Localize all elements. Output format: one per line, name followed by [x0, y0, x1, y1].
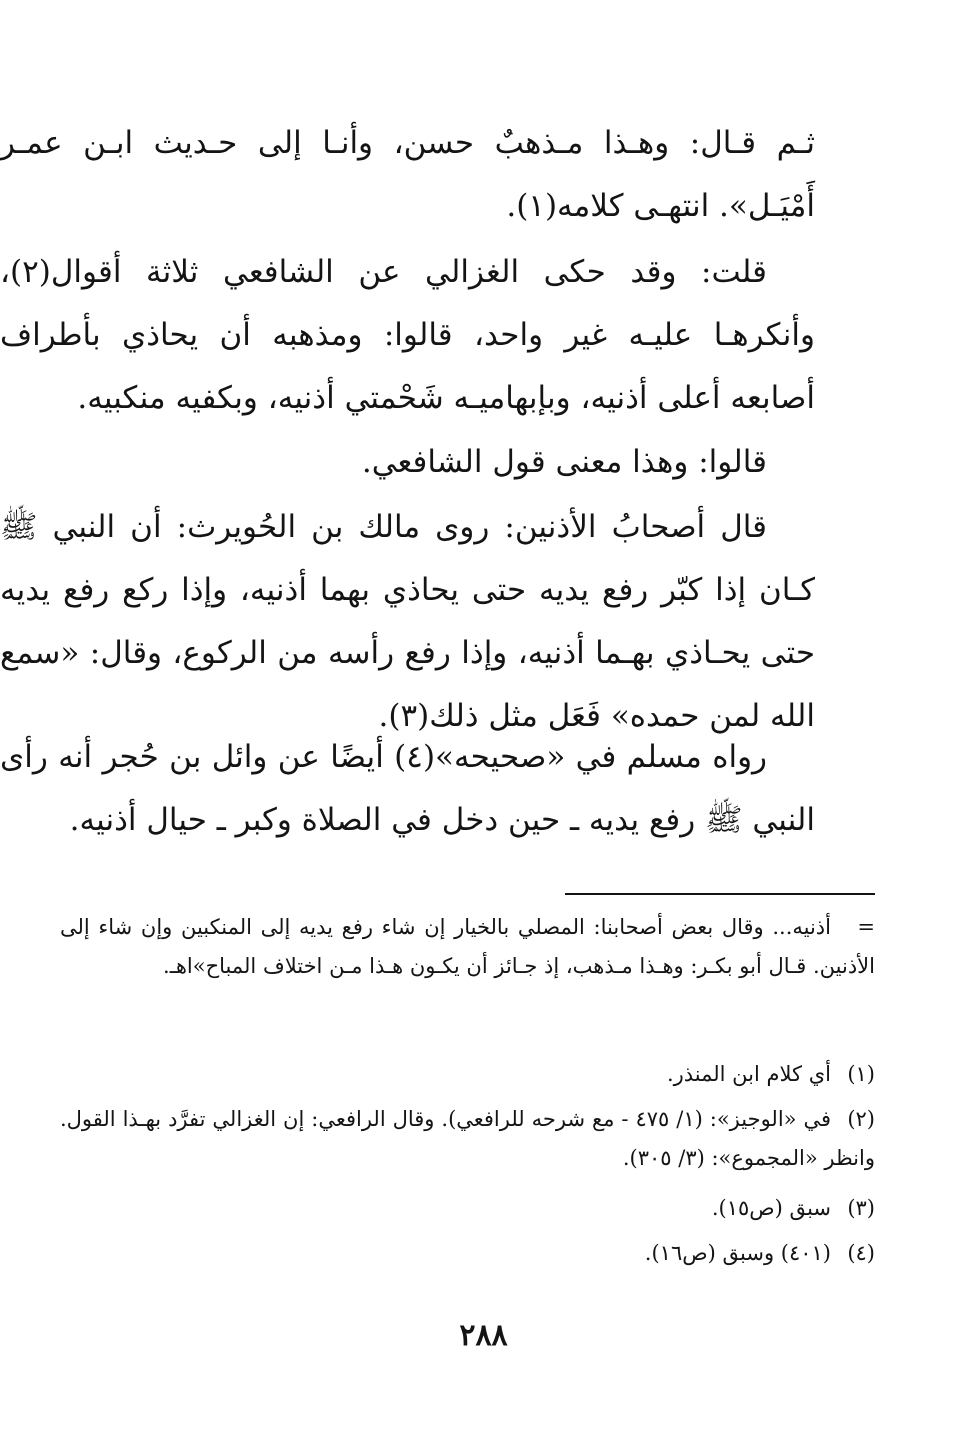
paragraph-2: قلت: وقد حكى الغزالي عن الشافعي ثلاثة أقوال(٢)، وأنكرهـا عليـه غير واحد، قالوا: ومذهبه أن يحاذي بأطراف أصابعه أعلى أذنيه، وبإبهاميـه شَحْمتي أذنيه، وبكفيه منكبيه. [0, 254, 815, 416]
paragraph-3: قالوا: وهذا معنى قول الشافعي. [361, 444, 767, 480]
footnote-number: (٤) [847, 1241, 875, 1265]
paragraph-4: قال أصحابُ الأذنين: روى مالك بن الحُويرث: أن النبي ﷺ كـان إذا كبّر رفع يديه حتى يحاذي بهما أذنيه، وإذا ركع رفع يديه حتى يحـاذي بهـما أذنيه، وإذا رفع رأسه من الركوع، وقال: «سمع الله لمن حمده» فَعَل مثل ذلك(٣). [0, 509, 815, 734]
footnote-text: (٤٠١) وسبق (ص١٦). [644, 1241, 831, 1265]
footnote-1 [60, 1055, 875, 1094]
footnote-continued [60, 908, 875, 986]
footnote-number: (١) [847, 1062, 875, 1086]
footnote-4 [60, 1234, 875, 1273]
footnote-2 [60, 1100, 875, 1178]
paragraph-1: ثـم قـال: وهـذا مـذهبٌ حسن، وأنـا إلى حـديث ابـن عمـر أَمْيَـل». انتهـى كلامه(١). [0, 125, 815, 224]
page-number: ٢٨٨ [459, 1318, 508, 1353]
footnote-number: (٢) [847, 1107, 875, 1131]
paragraph-5: رواه مسلم في «صحيحه»(٤) أيضًا عن وائل بن حُجر أنه رأى النبي ﷺ رفع يديه ـ حين دخل في الصلاة وكبر ـ حيال أذنيه. [0, 739, 815, 838]
footnote-text: في «الوجيز»: (١/ ٤٧٥ - مع شرحه للرافعي). وقال الرافعي: إن الغزالي تفرَّد بهـذا القول. وانظر «المجموع»: (٣/ ٣٠٥). [60, 1107, 875, 1170]
continuation-marker: = [857, 915, 875, 939]
footnote-continued-text: أذنيه... وقال بعض أصحابنا: المصلي بالخيار إن شاء رفع يديه إلى المنكبين وإن شاء إلى الأذنين. قـال أبو بكـر: وهـذا مـذهب، إذ جـائز أن يكـون هـذا مـن اختلاف المباح»اهـ. [60, 915, 875, 978]
footnote-3 [60, 1189, 875, 1228]
footnote-separator [565, 893, 875, 895]
footnote-text: سبق (ص١٥). [711, 1196, 831, 1220]
footnote-number: (٣) [847, 1196, 875, 1220]
footnote-text: أي كلام ابن المنذر. [666, 1062, 831, 1086]
